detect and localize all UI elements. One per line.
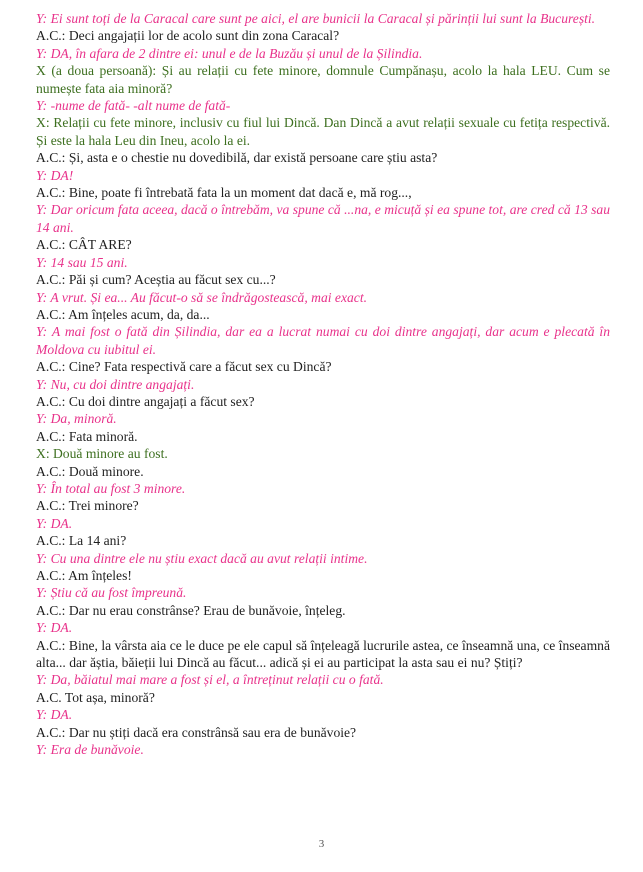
paragraph-ac: A.C.: Cine? Fata respectivă care a făcut sex cu Dincă? bbox=[36, 359, 332, 375]
paragraph-y: Y: Da, minoră. bbox=[36, 411, 117, 427]
paragraph-ac: A.C.: Și, asta e o chestie nu dovedibilă, dar există persoane care știu asta? bbox=[36, 150, 438, 166]
paragraph-y: Y: -nume de fată- -alt nume de fată- bbox=[36, 98, 231, 114]
paragraph-y: Y: Ei sunt toți de la Caracal care sunt pe aici, el are bunicii la Caracal și părinții lui sunt la București. bbox=[36, 11, 596, 26]
paragraph-y: Y: Da, băiatul mai mare a fost și el, a întreținut relații cu o fată. bbox=[36, 672, 384, 688]
paragraph-ac: A.C. Tot așa, minoră? bbox=[36, 689, 155, 705]
paragraph-y: Y: A vrut. Și ea... Au făcut-o să se îndrăgostească, mai exact. bbox=[36, 289, 367, 305]
paragraph-y: Y: DA. bbox=[36, 620, 73, 636]
paragraph-x: X: Două minore au fost. bbox=[36, 446, 168, 462]
paragraph-y: Y: DA, în afara de 2 dintre ei: unul e de la Buzău și unul de la Șilindia. bbox=[36, 45, 423, 61]
paragraph-ac: A.C.: Deci angajații lor de acolo sunt din zona Caracal? bbox=[36, 28, 340, 44]
paragraph-ac: A.C.: Bine, la vârsta aia ce le duce pe ele capul să înțeleagă lucrurile astea, ce înseamnă una, ce înseamnă alta... dar ăștia, băieții lui Dincă au făcut... adică și ei au participat la asta sau ei nu? Știți? bbox=[36, 637, 610, 671]
paragraph-ac: A.C.: Trei minore? bbox=[36, 498, 139, 514]
paragraph-y: Y: Nu, cu doi dintre angajați. bbox=[36, 376, 195, 392]
paragraph-y: Y: Știu că au fost împreună. bbox=[36, 585, 187, 601]
paragraph-y: Y: DA! bbox=[36, 167, 74, 183]
paragraph-y: Y: Dar oricum fata aceea, dacă o întrebăm, va spune că ...na, e micuță și ea spune tot, are cred că 13 sau 14 ani. bbox=[36, 202, 610, 235]
paragraph-y: Y: 14 sau 15 ani. bbox=[36, 254, 128, 270]
paragraph-y: Y: A mai fost o fată din Șilindia, dar ea a lucrat numai cu doi dintre angajați, dar acum e plecată în Moldova cu iubitul ei. bbox=[36, 324, 610, 357]
paragraph-ac: A.C.: CÂT ARE? bbox=[36, 237, 132, 253]
paragraph-ac: A.C.: Am înțeles! bbox=[36, 568, 132, 583]
paragraph-ac: A.C.: Două minore. bbox=[36, 463, 144, 479]
paragraph-x: X (a doua persoană): Și au relații cu fete minore, domnule Cumpănașu, acolo la hala LEU. Cum se numește fata aia minoră? bbox=[36, 63, 610, 96]
paragraph-ac: A.C.: Bine, poate fi întrebată fata la un moment dat dacă e, mă rog..., bbox=[36, 185, 412, 201]
paragraph-ac: A.C.: Dar nu știți dacă era constrânsă sau era de bunăvoie? bbox=[36, 724, 357, 740]
paragraph-x: X: Relații cu fete minore, inclusiv cu fiul lui Dincă. Dan Dincă a avut relații sexuale cu fetița respectivă. Și este la hala Leu din Ineu, acolo la ei. bbox=[36, 115, 610, 148]
paragraph-y: Y: DA. bbox=[36, 707, 73, 723]
paragraph-y: Y: Era de bunăvoie. bbox=[36, 742, 144, 758]
paragraph-ac: A.C.: Fata minoră. bbox=[36, 428, 138, 444]
page-number: 3 bbox=[318, 838, 325, 850]
paragraph-ac: A.C.: Cu doi dintre angajați a făcut sex? bbox=[36, 393, 255, 409]
paragraph-y: Y: DA. bbox=[36, 515, 73, 531]
paragraph-ac: A.C.: La 14 ani? bbox=[36, 533, 127, 549]
paragraph-ac: A.C.: Păi și cum? Aceștia au făcut sex cu...? bbox=[36, 272, 276, 288]
paragraph-ac: A.C.: Dar nu erau constrânse? Erau de bunăvoie, înțeleg. bbox=[36, 602, 346, 618]
document-page bbox=[36, 10, 610, 758]
paragraph-ac: A.C.: Am înțeles acum, da, da... bbox=[36, 306, 210, 322]
paragraph-y: Y: Cu una dintre ele nu știu exact dacă au avut relații intime. bbox=[36, 550, 368, 566]
paragraph-y: Y: În total au fost 3 minore. bbox=[36, 480, 186, 496]
